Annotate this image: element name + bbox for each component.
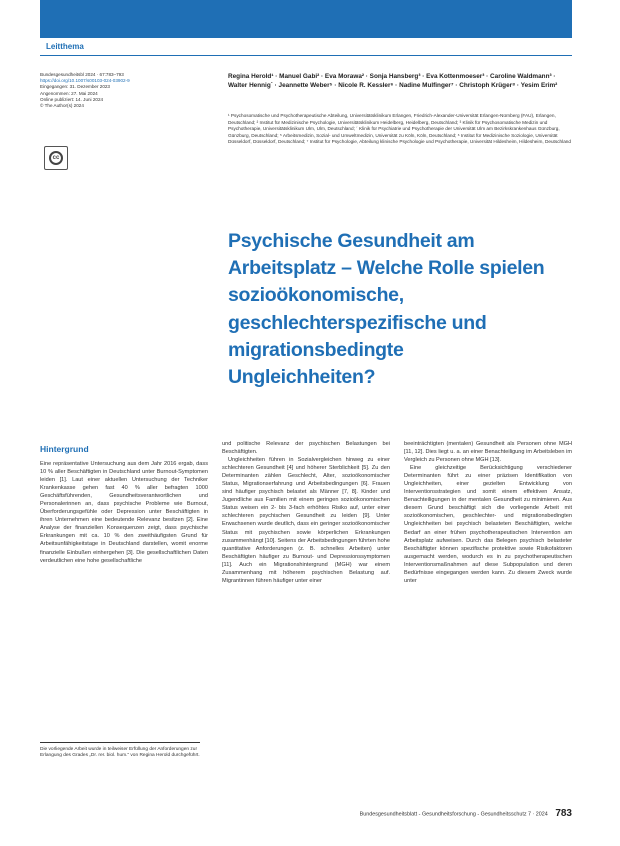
author-affiliations: ¹ Psychosomatische und Psychotherapeutische Abteilung, Universitätsklinikum Erlangen, Friedrich-Alexander-Universität Erlangen-Nürnberg (FAU), Erlangen, Deutschland; ² Institut für Medizinische Psychologie, Universitätsklinikum Heidelberg, Heidelberg, Deutschland; ³ Klinik für Psychosomatische Medizin und Psychotherapie, Universitätsklinikum Ulm, Ulm, Deutschland; ´ Klinik für Psychiatrie und Psychotherapie der Universität Ulm am Bezirkskrankenhaus Günzburg, Günzburg, Deutschland; ⁵ Arbeitsmedizin, Sozial- und Umweltmedizin, Universität zu Köln, Köln, Deutschland; ⁶ Institut für Medizinische Soziologie, Universität Düsseldorf, Düsseldorf, Deutschland; ⁷ Institut für Psychologie, Abteilung klinische Psychologie und Psychotherapie, Universität Hildesheim, Hildesheim, Deutschland: [228, 113, 572, 145]
body-paragraph: Ungleichheiten führen in Sozialvergleichen hinweg zu einer schlechteren Gesundheit [4] und höherer Sterblichkeit [5]. Zu den Determinanten zählen Geschlecht, Alter, sozioökonomischer Status, Migrationserfahrung und Arbeitsbedingungen [6]. Frauen sind häufiger psychisch belastet als Männer [7, 8]. Kinder und Jugendliche aus Familien mit einem geringen sozioökonomischen Status weisen ein 2- bis 3-fach erhöhtes Risiko auf, unter einer schlechteren psychischen Gesundheit zu leiden [9]. Unter Erwachsenen wurde deutlich, dass ein geringer sozioökonomischer Status mit psychischen sowie körperlichen Erkrankungen zusammenhängt [10]. Seitens der Arbeitsbedingungen führten hohe quantitative Anforderungen (z. B. schnelles Arbeiten) unter Beschäftigten häufiger zu Burnout- und Depressionssymptomen [11]. Auch ein Migrationshintergrund (MGH) war einem Zusammenhang mit höherem psychischen Belastung auf. Migrantinnen führen häufiger unter einer: [222, 457, 390, 584]
meta-published: Online publiziert: 14. Juni 2024: [40, 96, 104, 102]
page-footer: [260, 808, 572, 820]
meta-citation: Bundesgesundheitsbl 2024 · 67:783–793: [40, 72, 124, 77]
section-heading-background: Hintergrund: [40, 444, 89, 454]
body-paragraph: und politische Relevanz der psychischen Belastungen bei Beschäftigten.: [222, 441, 390, 456]
header-banner: [40, 0, 572, 38]
article-title: Psychische Gesundheit am Arbeitsplatz – Welche Rolle spielen sozioökonomische, geschlechterspezifische und migrationsbedingte Ungleichheiten?: [228, 230, 545, 389]
footnote: Die vorliegende Arbeit wurde in teilweiser Erfüllung der Anforderungen zur Erlangung des Grades „Dr. rer. biol. hum.“ von Regina Herold durchgeführt.: [40, 742, 200, 760]
footer-journal: Bundesgesundheitsblatt - Gesundheitsforschung - Gesundheitsschutz 7 · 2024: [359, 811, 548, 818]
meta-copyright: © The Author(s) 2024: [40, 103, 84, 109]
section-label: Leitthema: [46, 42, 84, 51]
meta-doi-link[interactable]: https://doi.org/10.1007/s00103-024-03902-9: [40, 78, 130, 84]
page-number: 783: [555, 808, 572, 819]
article-meta: [40, 72, 220, 109]
body-paragraph: Eine repräsentative Untersuchung aus dem Jahr 2016 ergab, dass 10 % aller Beschäftigten in Deutschland unter Burnout-Symptomen leiden [1]. Laut einer aktuellen Untersuchung der Techniker Krankenkasse gehen fast 40 % aller befragten 1000 Geschäftsführenden, Gesundheitsverantwortlichen und Personalerinnen an, dass psychische Probleme wie Burnout, Überforderungsgefühle oder Depression unter Beschäftigten in ihren Unternehmen eine bedeutende Relevanz besitzen [2]. Eine Analyse der finanziellen Konsequenzen zeigt, dass psychische Erkrankungen mit ca. 10 % den zweithäufigsten Grund für Arbeitsunfähigkeitstage in Deutschland darstellen, womit enorme finanzielle Einbußen einhergehen [3]. Die gesellschaftlichen Daten verdeutlichen eine hohe gesellschaftliche: [40, 461, 208, 564]
meta-received: Eingegangen: 31. Dezember 2023: [40, 84, 110, 90]
body-column-1: [40, 444, 208, 565]
cc-ring-icon: cc: [49, 151, 63, 165]
body-paragraph: Eine gleichzeitige Berücksichtigung verschiedener Determinanten führt zu einer präzisen Identifikation von Ungleichheiten, einer gezielten Entwicklung von Interventionsstrategien und somit einem effektiven Ansatz, Benachteiligungen in der mentalen Gesundheit zu minimieren. Aus diesem Grund beschäftigt sich die vorliegende Arbeit mit sozioökonomischen, geschlechter- und migrationsbedingten Ungleichheiten bei psychisch belasteten Beschäftigten, welche Bedarf an einer frühen psychotherapeutischen Intervention am Arbeitsplatz aufweisen. Durch das Belegen psychisch belasteter Beschäftigter können spezifische protektive sowie Risikofaktoren ausgemacht werden, wodurch es in zu psychotherapeutischen Interventionsmaßnahmen auf diese Subpopulation und deren Bedürfnisse eingegangen werden kann. Zu diesem Zweck wurde unter: [404, 465, 572, 584]
body-paragraph: beeinträchtigten (mentalen) Gesundheit als Personen ohne MGH [11, 12]. Dies liegt u. a. an einer Benachteiligung im Arbeitsleben im Vergleich zu Personen ohne MGH [13].: [404, 441, 572, 464]
body-column-3: [404, 440, 572, 585]
meta-accepted: Angenommen: 27. Mai 2024: [40, 90, 98, 96]
creative-commons-icon: [44, 146, 68, 170]
body-column-2: [222, 440, 390, 585]
section-divider: [40, 55, 572, 56]
author-list: Regina Herold¹ · Manuel Gabi² · Eva Morawa² · Sonja Hansberg³ · Eva Kottenmoeser³ · Caroline Waldmann³ · Walter Hennig´ · Jeannette Weber⁵ · Nicole R. Kessler⁶ · Nadine Mulfinger⁷ · Christoph Krüger⁸ · Yesim Erim²: [228, 73, 558, 90]
